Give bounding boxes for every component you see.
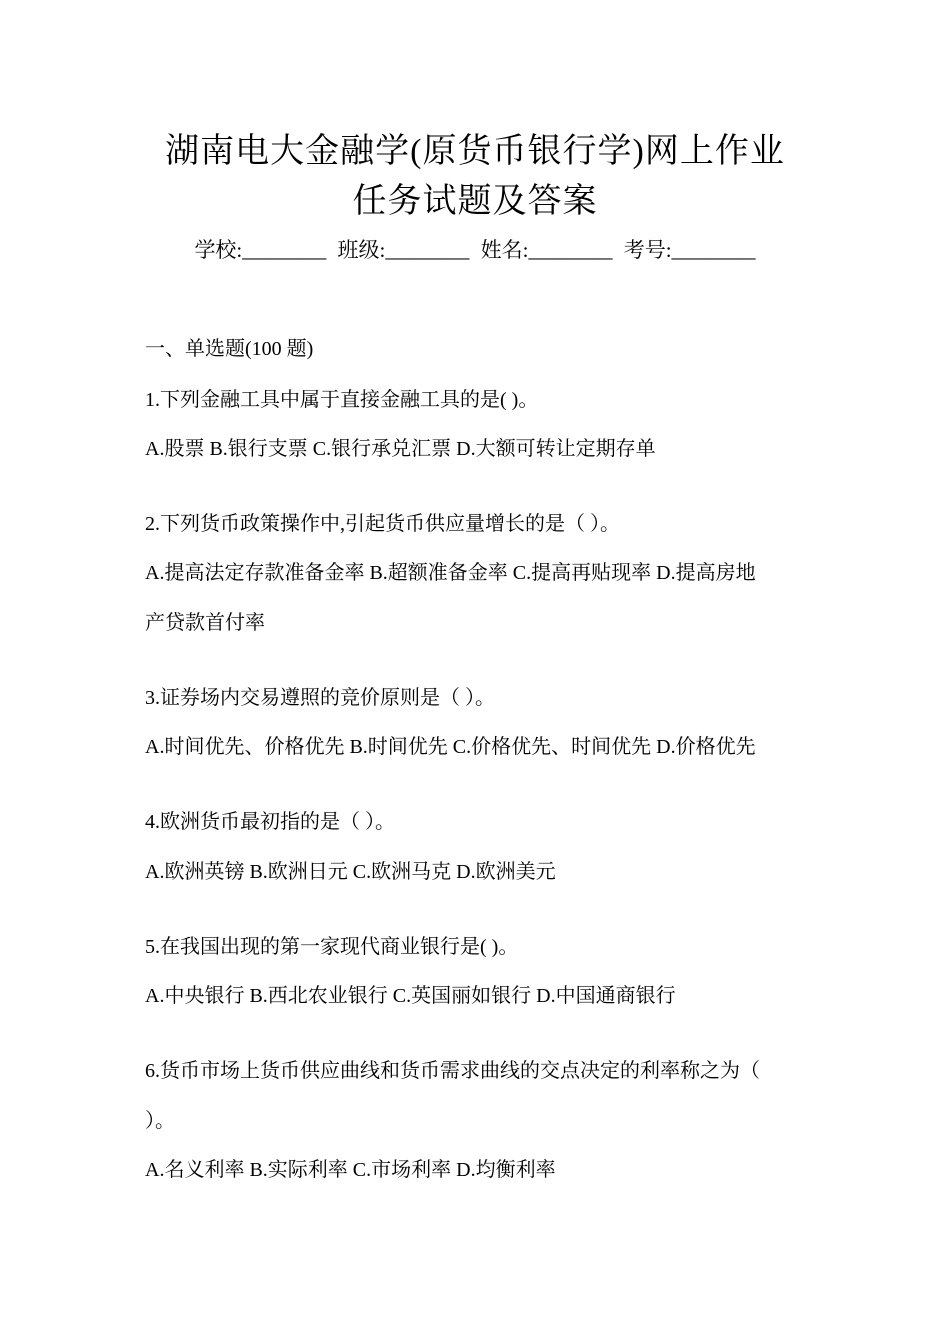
question-3-options: A.时间优先、价格优先 B.时间优先 C.价格优先、时间优先 D.价格优先 (145, 736, 756, 758)
question-2-options: A.提高法定存款准备金率 B.超额准备金率 C.提高再贴现率 D.提高房地 (145, 562, 756, 584)
question-1-options: A.股票 B.银行支票 C.银行承兑汇票 D.大额可转让定期存单 (145, 438, 656, 460)
question-1-stem: 1.下列金融工具中属于直接金融工具的是( )。 (145, 389, 539, 411)
document-title-line2: 任务试题及答案 (352, 183, 598, 220)
question-4-options: A.欧洲英镑 B.欧洲日元 C.欧洲马克 D.欧洲美元 (145, 861, 556, 883)
question-5-options: A.中央银行 B.西北农业银行 C.英国丽如银行 D.中国通商银行 (145, 985, 676, 1007)
question-6-stem-continued: ）。 (145, 1110, 175, 1132)
question-2-options-continued: 产贷款首付率 (145, 612, 265, 634)
question-3-stem: 3.证券场内交易遵照的竞价原则是（ ）。 (145, 687, 495, 709)
student-info-line (0, 234, 950, 266)
question-6-options: A.名义利率 B.实际利率 C.市场利率 D.均衡利率 (145, 1159, 556, 1181)
question-4-stem: 4.欧洲货币最初指的是（ ）。 (145, 811, 395, 833)
exam-number-field: 考号:________ (623, 238, 756, 262)
section-heading: 一、单选题(100 题) (145, 338, 314, 360)
class-field: 班级:________ (337, 238, 470, 262)
name-field: 姓名:________ (480, 238, 613, 262)
question-5-stem: 5.在我国出现的第一家现代商业银行是( )。 (145, 936, 519, 958)
question-6-stem: 6.货币市场上货币供应曲线和货币需求曲线的交点决定的利率称之为（ (145, 1060, 760, 1082)
question-2-stem: 2.下列货币政策操作中,引起货币供应量增长的是（ ）。 (145, 513, 620, 535)
school-field: 学校:________ (194, 238, 327, 262)
document-title-line1: 湖南电大金融学(原货币银行学)网上作业 (165, 133, 785, 170)
